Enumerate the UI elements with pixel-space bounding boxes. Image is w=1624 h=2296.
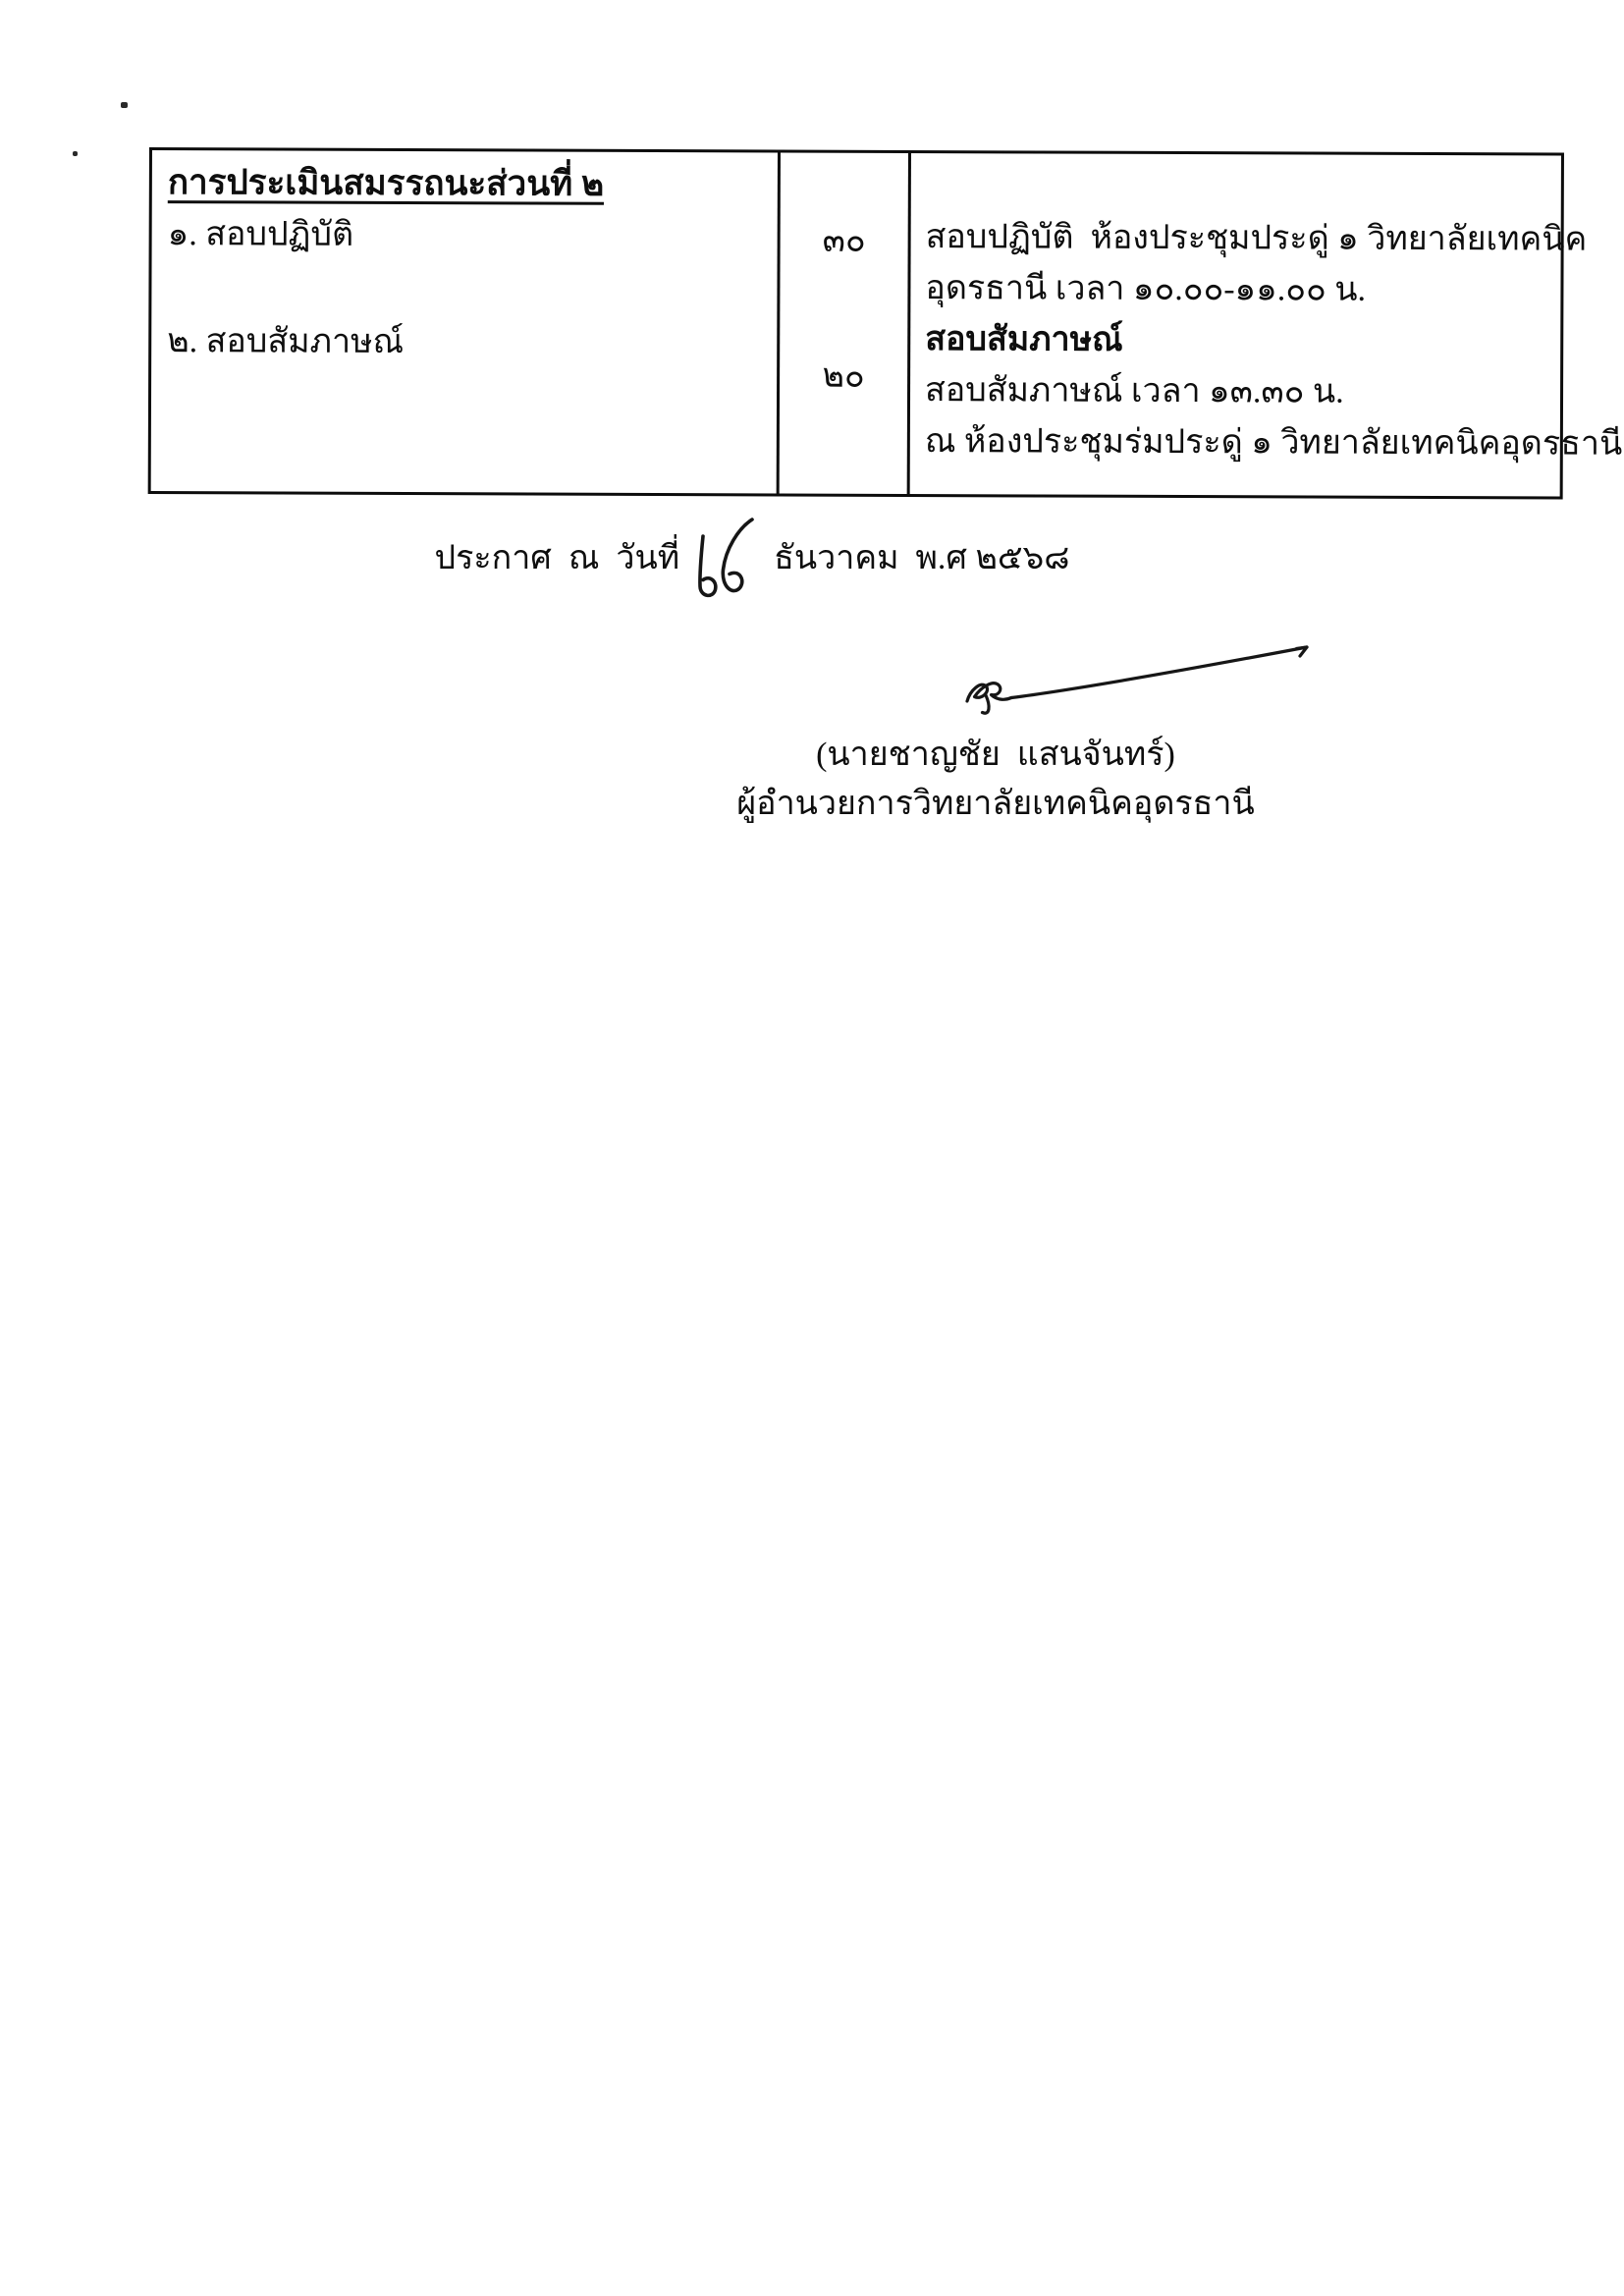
announcement-date-line [422,515,1082,603]
detail-line: อุดรธานี เวลา ๑๐.๐๐-๑๑.๐๐ น. [925,270,1367,308]
part2-header: การประเมินสมรรถนะส่วนที่ ๒ [167,163,605,203]
scan-speck [121,102,128,108]
score-interview: ๒๐ [822,357,865,395]
criteria-column [151,150,778,493]
evaluation-table [148,147,1623,500]
handwritten-day-numeral [687,515,766,603]
score-practical: ๓๐ [822,222,866,259]
detail-line: สอบปฏิบัติ ห้องประชุมประดู่ ๑ วิทยาลัยเทคนิค [925,219,1588,258]
signatory-title: ผู้อำนวยการวิทยาลัยเทคนิคอุดรธานี [736,786,1255,822]
signatory-name: (นายชาญชัย แสนจันทร์) [816,737,1175,773]
scan-speck [73,151,78,156]
detail-column [910,153,1623,497]
criteria-item-practical: ๑. สอบปฏิบัติ [167,216,354,253]
detail-line-interview-header: สอบสัมภาษณ์ [925,321,1123,358]
score-column [780,152,908,493]
announcement-suffix: ธันวาคม พ.ศ ๒๕๖๘ [774,540,1070,576]
announcement-prefix: ประกาศ ณ วันที่ [434,540,680,576]
signature-scribble [957,636,1332,721]
detail-line: สอบสัมภาษณ์ เวลา ๑๓.๓๐ น. [924,372,1344,410]
criteria-item-interview: ๒. สอบสัมภาษณ์ [167,323,405,360]
detail-line: ณ ห้องประชุมร่มประดู่ ๑ วิทยาลัยเทคนิคอุดรธานี [924,423,1623,463]
signature-block [691,731,1300,829]
detail-lines [924,212,1623,469]
